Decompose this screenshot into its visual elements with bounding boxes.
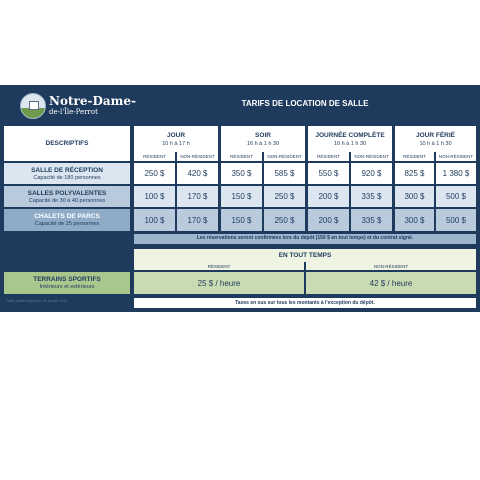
price-cell: 200 $: [308, 209, 349, 231]
column-header-journee-complete: [308, 126, 392, 152]
row-name: SALLES POLYVALENTES: [27, 189, 107, 197]
sports-non-resident-price: 42 $ / heure: [306, 272, 476, 294]
column-header-soir: [221, 126, 305, 152]
price-cell: 170 $: [177, 186, 218, 207]
brand-name-line1: Notre-Dame-: [49, 94, 136, 108]
row-label-chalets-de-parcs: [4, 209, 130, 231]
row-label-terrains-sportifs: [4, 272, 130, 294]
column-time: 10 h à 1 h 30: [419, 140, 452, 147]
price-cell: 920 $: [351, 163, 392, 184]
subheader-resident: RÉSIDENT: [221, 152, 262, 161]
column-title: SOIR: [255, 131, 271, 139]
row-label-salles-polyvalentes: [4, 186, 130, 207]
subheader-non-resident: NON-RÉSIDENT: [177, 152, 218, 161]
validity-footnote: Tarifs valides depuis le 1er janvier 2024: [6, 299, 68, 303]
sports-subheader-resident: RÉSIDENT: [134, 262, 304, 270]
taxes-note: Taxes en sus sur tous les montants à l'exception du dépôt.: [134, 298, 476, 308]
price-cell: 250 $: [264, 186, 305, 207]
municipality-logo-icon: [20, 93, 46, 119]
price-cell: 420 $: [177, 163, 218, 184]
row-capacity: Capacité de 30 à 40 personnes: [28, 197, 106, 204]
subheader-non-resident: NON-RÉSIDENT: [351, 152, 392, 161]
price-cell: 350 $: [221, 163, 262, 184]
reservation-note: Les réservations seront confirmées lors du dépôt (150 $ en tout temps) et du contrat signé.: [134, 234, 476, 244]
column-title: JOURNÉE COMPLÈTE: [315, 131, 385, 139]
price-cell: 585 $: [264, 163, 305, 184]
sports-subheader-non-resident: NON-RÉSIDENT: [306, 262, 476, 270]
price-cell: 500 $: [436, 186, 476, 207]
row-label-salle-de-reception: [4, 163, 130, 184]
column-time: 10 h à 17 h: [162, 140, 190, 147]
price-cell: 335 $: [351, 209, 392, 231]
row-name: TERRAINS SPORTIFS: [33, 276, 101, 283]
column-time: 16 h à 1 h 30: [246, 140, 280, 147]
sports-header: [134, 249, 476, 262]
price-cell: 335 $: [351, 186, 392, 207]
price-cell: 250 $: [134, 163, 175, 184]
descriptifs-header: [4, 126, 130, 161]
column-header-jour: [134, 126, 218, 152]
price-cell: 100 $: [134, 186, 175, 207]
price-cell: 170 $: [177, 209, 218, 231]
subheader-non-resident: NON-RÉSIDENT: [264, 152, 305, 161]
sports-header-label: EN TOUT TEMPS: [278, 252, 332, 259]
price-cell: 100 $: [134, 209, 175, 231]
row-capacity: Capacité de 180 personnes: [33, 174, 101, 181]
sports-resident-price: 25 $ / heure: [134, 272, 304, 294]
row-capacity: Intérieurs et extérieurs: [39, 284, 95, 290]
row-name: SALLE DE RÉCEPTION: [31, 166, 103, 174]
price-cell: 550 $: [308, 163, 349, 184]
brand-name-line2: de-l'Île-Perrot: [49, 108, 98, 116]
column-title: JOUR: [166, 131, 186, 139]
price-cell: 1 380 $: [436, 163, 476, 184]
price-cell: 825 $: [395, 163, 434, 184]
descriptifs-label: DESCRIPTIFS: [45, 140, 89, 147]
subheader-resident: RÉSIDENT: [134, 152, 175, 161]
column-time: 10 h à 1 h 30: [333, 140, 367, 147]
price-cell: 200 $: [308, 186, 349, 207]
price-cell: 150 $: [221, 209, 262, 231]
subheader-resident: RÉSIDENT: [308, 152, 349, 161]
price-cell: 300 $: [395, 209, 434, 231]
column-header-jour-ferie: [395, 126, 476, 152]
price-cell: 500 $: [436, 209, 476, 231]
subheader-resident: RÉSIDENT: [395, 152, 434, 161]
column-title: JOUR FÉRIÉ: [415, 131, 455, 139]
price-cell: 250 $: [264, 209, 305, 231]
subheader-non-resident: NON-RÉSIDENT: [436, 152, 476, 161]
row-capacity: Capacité de 25 personnes: [34, 221, 100, 227]
price-cell: 150 $: [221, 186, 262, 207]
price-cell: 300 $: [395, 186, 434, 207]
row-name: CHALETS DE PARCS: [34, 213, 100, 220]
page-title: TARIFS DE LOCATION DE SALLE: [241, 99, 369, 108]
